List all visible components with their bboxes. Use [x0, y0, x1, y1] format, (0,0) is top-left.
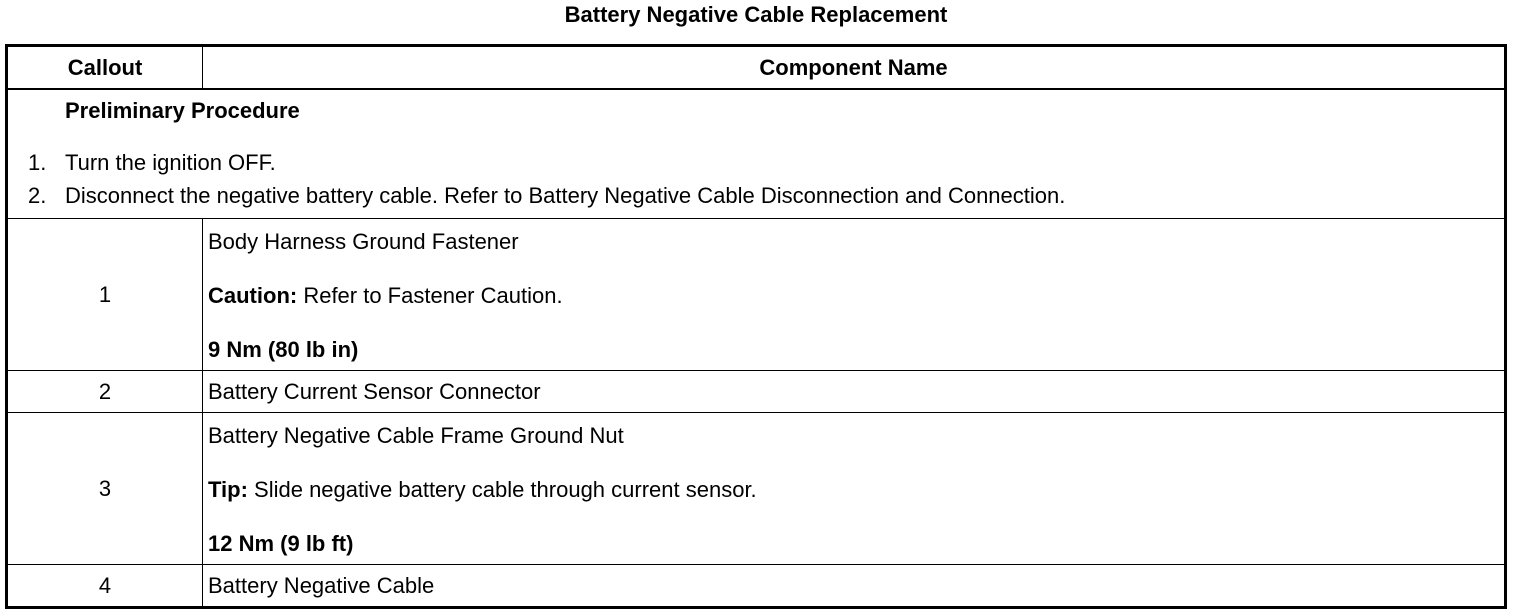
- step-text: Disconnect the negative battery cable. Refer to Battery Negative Cable Disconnection and Connection.: [65, 183, 1066, 208]
- table-row: [7, 413, 1506, 565]
- header-callout: Callout: [7, 46, 203, 90]
- preliminary-cell: [7, 89, 1506, 219]
- preliminary-title: Preliminary Procedure: [65, 98, 300, 123]
- step-item: [8, 179, 1504, 212]
- callout-cell: 4: [7, 565, 203, 608]
- callout-cell: 2: [7, 371, 203, 413]
- note-label: Tip:: [208, 477, 248, 502]
- header-component-name: Component Name: [203, 46, 1506, 90]
- step-number: 2.: [28, 183, 47, 208]
- document-title: Battery Negative Cable Replacement: [564, 2, 948, 27]
- note-text: Refer to Fastener Caution.: [297, 283, 563, 308]
- step-number: 1.: [28, 150, 47, 175]
- component-name: Battery Current Sensor Connector: [203, 371, 1506, 413]
- table-header-row: [7, 46, 1506, 90]
- torque-spec: 12 Nm (9 lb ft): [208, 531, 354, 556]
- component-name: Battery Negative Cable: [203, 565, 1506, 608]
- note-text: Slide negative battery cable through current sensor.: [247, 477, 757, 502]
- component-cell: [203, 413, 1506, 565]
- table-row: [7, 371, 1506, 413]
- table-row: [7, 219, 1506, 371]
- component-name: Body Harness Ground Fastener: [208, 229, 519, 254]
- preliminary-steps: [8, 146, 1504, 212]
- step-text: Turn the ignition OFF.: [65, 150, 276, 175]
- component-cell: [203, 219, 1506, 371]
- callout-cell: 3: [7, 413, 203, 565]
- torque-spec: 9 Nm (80 lb in): [208, 337, 359, 362]
- procedure-table: [5, 44, 1507, 609]
- preliminary-row: [7, 89, 1506, 219]
- note-label: Caution:: [208, 283, 298, 308]
- component-note: [208, 283, 1504, 309]
- table-row: [7, 565, 1506, 608]
- component-note: [208, 477, 1504, 503]
- step-item: [8, 146, 1504, 179]
- callout-cell: 1: [7, 219, 203, 371]
- component-name: Battery Negative Cable Frame Ground Nut: [208, 423, 624, 448]
